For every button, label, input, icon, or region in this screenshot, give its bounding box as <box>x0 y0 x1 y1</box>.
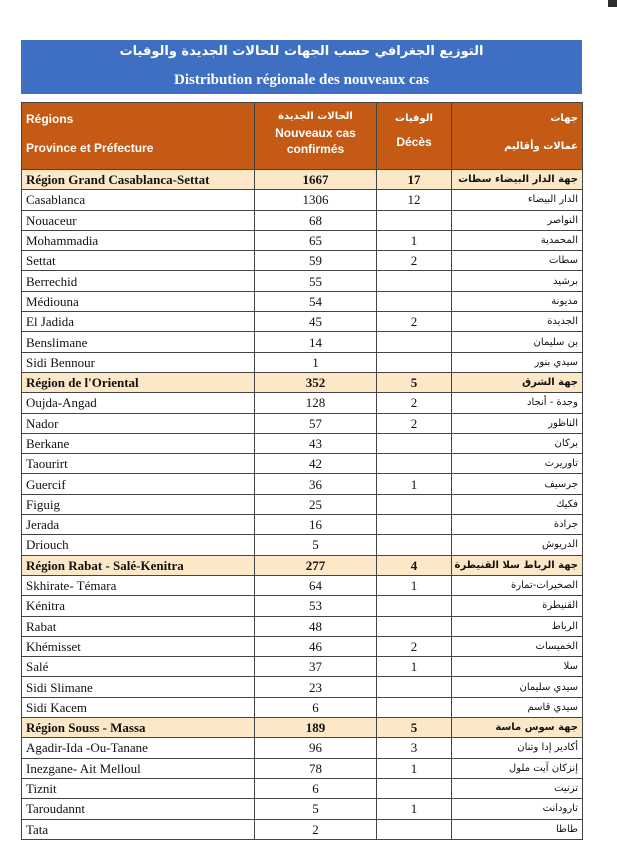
region-name-arabic: الدار البيضاء <box>452 190 583 210</box>
new-cases-value: 37 <box>255 657 377 677</box>
region-name-arabic: مديونة <box>452 291 583 311</box>
table-row <box>22 271 583 291</box>
new-cases-value: 96 <box>255 738 377 758</box>
table-row <box>22 799 583 819</box>
header-regions-label: Régions <box>26 112 74 126</box>
header-new-cases-line1: Nouveaux cas <box>275 126 356 140</box>
header-deaths-french: Décès <box>396 135 432 149</box>
region-name-french: Nador <box>22 413 255 433</box>
region-name-arabic: المحمدية <box>452 230 583 250</box>
deaths-value <box>377 210 452 230</box>
new-cases-value: 25 <box>255 494 377 514</box>
region-name-french: Guercif <box>22 474 255 494</box>
region-name-french: Médiouna <box>22 291 255 311</box>
region-name-french: Agadir-Ida -Ou-Tanane <box>22 738 255 758</box>
new-cases-value: 5 <box>255 535 377 555</box>
region-name-arabic: سيدي بنور <box>452 352 583 372</box>
table-header-row <box>22 103 583 170</box>
new-cases-value: 16 <box>255 515 377 535</box>
new-cases-value: 128 <box>255 393 377 413</box>
deaths-value <box>377 778 452 798</box>
regional-cases-table <box>21 102 583 840</box>
region-name-arabic: الناظور <box>452 413 583 433</box>
region-name-french: Benslimane <box>22 332 255 352</box>
region-name-arabic: فكيك <box>452 494 583 514</box>
region-name-french: Berrechid <box>22 271 255 291</box>
region-name-arabic: النواصر <box>452 210 583 230</box>
region-name-arabic: الجديدة <box>452 312 583 332</box>
region-name-french: Sidi Bennour <box>22 352 255 372</box>
table-row <box>22 515 583 535</box>
table-row <box>22 210 583 230</box>
table-row <box>22 575 583 595</box>
new-cases-value: 55 <box>255 271 377 291</box>
deaths-value: 4 <box>377 555 452 575</box>
region-name-french: Région Souss - Massa <box>22 718 255 738</box>
new-cases-value: 14 <box>255 332 377 352</box>
table-row <box>22 190 583 210</box>
new-cases-value: 42 <box>255 454 377 474</box>
table-row <box>22 738 583 758</box>
region-name-french: Skhirate- Témara <box>22 575 255 595</box>
deaths-value: 2 <box>377 393 452 413</box>
region-name-arabic: برشيد <box>452 271 583 291</box>
region-name-arabic: الصخيرات-تمارة <box>452 575 583 595</box>
region-name-arabic: إنزكان آيت ملول <box>452 758 583 778</box>
region-name-french: Tata <box>22 819 255 839</box>
region-row <box>22 718 583 738</box>
header-province-label: Province et Préfecture <box>26 141 154 155</box>
region-name-arabic: سلا <box>452 657 583 677</box>
new-cases-value: 6 <box>255 697 377 717</box>
region-name-arabic: تزنيت <box>452 778 583 798</box>
new-cases-value: 277 <box>255 555 377 575</box>
deaths-value <box>377 332 452 352</box>
deaths-value <box>377 271 452 291</box>
new-cases-value: 1 <box>255 352 377 372</box>
region-name-french: Rabat <box>22 616 255 636</box>
new-cases-value: 36 <box>255 474 377 494</box>
table-row <box>22 697 583 717</box>
table-row <box>22 474 583 494</box>
table-row <box>22 352 583 372</box>
deaths-value <box>377 596 452 616</box>
new-cases-value: 64 <box>255 575 377 595</box>
header-new-cases-arabic: الحالات الجديدة <box>278 111 353 122</box>
new-cases-value: 23 <box>255 677 377 697</box>
new-cases-value: 68 <box>255 210 377 230</box>
new-cases-value: 48 <box>255 616 377 636</box>
region-name-arabic: سيدي قاسم <box>452 697 583 717</box>
table-row <box>22 433 583 453</box>
title-arabic: التوزيع الجغرافي حسب الجهات للحالات الجديدة والوفيات <box>119 44 484 59</box>
table-row <box>22 413 583 433</box>
deaths-value: 1 <box>377 474 452 494</box>
deaths-value: 1 <box>377 799 452 819</box>
deaths-value: 1 <box>377 575 452 595</box>
region-name-arabic: أكادير إدا وتنان <box>452 738 583 758</box>
table-row <box>22 251 583 271</box>
deaths-value: 3 <box>377 738 452 758</box>
region-name-french: Kénitra <box>22 596 255 616</box>
region-name-french: Berkane <box>22 433 255 453</box>
header-arabic-regions-label: جهات <box>550 113 578 124</box>
region-name-french: El Jadida <box>22 312 255 332</box>
new-cases-value: 45 <box>255 312 377 332</box>
region-name-french: Région Grand Casablanca-Settat <box>22 170 255 190</box>
header-deaths <box>377 103 452 170</box>
table-row <box>22 230 583 250</box>
deaths-value <box>377 616 452 636</box>
region-name-arabic: القنيطرة <box>452 596 583 616</box>
region-name-french: Région Rabat - Salé-Kenitra <box>22 555 255 575</box>
deaths-value: 1 <box>377 230 452 250</box>
region-name-arabic: الرباط <box>452 616 583 636</box>
region-name-arabic: جرسيف <box>452 474 583 494</box>
table-row <box>22 596 583 616</box>
region-name-french: Nouaceur <box>22 210 255 230</box>
deaths-value: 5 <box>377 718 452 738</box>
region-name-french: Taroudannt <box>22 799 255 819</box>
new-cases-value: 59 <box>255 251 377 271</box>
table-body <box>22 170 583 840</box>
region-name-french: Région de l'Oriental <box>22 372 255 392</box>
title-banner <box>21 40 582 94</box>
region-name-french: Figuig <box>22 494 255 514</box>
header-new-cases <box>255 103 377 170</box>
table-row <box>22 332 583 352</box>
new-cases-value: 65 <box>255 230 377 250</box>
region-name-french: Inezgane- Ait Melloul <box>22 758 255 778</box>
page-corner-mark <box>608 0 617 7</box>
table-row <box>22 494 583 514</box>
deaths-value: 2 <box>377 312 452 332</box>
region-name-french: Oujda-Angad <box>22 393 255 413</box>
region-name-arabic: جهة الشرق <box>452 372 583 392</box>
table-row <box>22 657 583 677</box>
new-cases-value: 53 <box>255 596 377 616</box>
deaths-value <box>377 515 452 535</box>
region-name-french: Driouch <box>22 535 255 555</box>
deaths-value <box>377 677 452 697</box>
title-french: Distribution régionale des nouveaux cas <box>173 72 429 88</box>
region-name-french: Sidi Kacem <box>22 697 255 717</box>
region-name-arabic: بن سليمان <box>452 332 583 352</box>
deaths-value <box>377 494 452 514</box>
deaths-value <box>377 433 452 453</box>
deaths-value <box>377 291 452 311</box>
region-name-arabic: سطات <box>452 251 583 271</box>
new-cases-value: 54 <box>255 291 377 311</box>
new-cases-value: 189 <box>255 718 377 738</box>
new-cases-value: 1667 <box>255 170 377 190</box>
deaths-value <box>377 697 452 717</box>
new-cases-value: 1306 <box>255 190 377 210</box>
new-cases-value: 2 <box>255 819 377 839</box>
deaths-value <box>377 352 452 372</box>
region-name-french: Tiznit <box>22 778 255 798</box>
deaths-value: 2 <box>377 413 452 433</box>
table-row <box>22 819 583 839</box>
deaths-value: 1 <box>377 657 452 677</box>
region-name-arabic: جرادة <box>452 515 583 535</box>
header-deaths-arabic: الوفيات <box>395 113 433 124</box>
deaths-value: 5 <box>377 372 452 392</box>
table-row <box>22 758 583 778</box>
new-cases-value: 352 <box>255 372 377 392</box>
region-name-arabic: الدريوش <box>452 535 583 555</box>
new-cases-value: 43 <box>255 433 377 453</box>
deaths-value <box>377 454 452 474</box>
region-name-french: Mohammadia <box>22 230 255 250</box>
table-row <box>22 535 583 555</box>
new-cases-value: 57 <box>255 413 377 433</box>
region-name-arabic: طاطا <box>452 819 583 839</box>
region-name-french: Jerada <box>22 515 255 535</box>
region-name-french: Settat <box>22 251 255 271</box>
header-arabic-regions <box>452 103 583 170</box>
table-row <box>22 454 583 474</box>
region-name-arabic: جهة سوس ماسة <box>452 718 583 738</box>
region-row <box>22 372 583 392</box>
deaths-value <box>377 535 452 555</box>
new-cases-value: 78 <box>255 758 377 778</box>
new-cases-value: 46 <box>255 636 377 656</box>
deaths-value: 17 <box>377 170 452 190</box>
region-name-arabic: وجدة - أنجاد <box>452 393 583 413</box>
deaths-value: 2 <box>377 636 452 656</box>
header-new-cases-line2: confirmés <box>286 142 345 156</box>
table-row <box>22 636 583 656</box>
region-name-arabic: جهة الرباط سلا القنيطرة <box>452 555 583 575</box>
deaths-value: 1 <box>377 758 452 778</box>
header-regions <box>22 103 255 170</box>
new-cases-value: 6 <box>255 778 377 798</box>
table-row <box>22 677 583 697</box>
table-row <box>22 616 583 636</box>
table-row <box>22 291 583 311</box>
new-cases-value: 5 <box>255 799 377 819</box>
deaths-value: 12 <box>377 190 452 210</box>
table-row <box>22 312 583 332</box>
region-name-french: Khémisset <box>22 636 255 656</box>
deaths-value: 2 <box>377 251 452 271</box>
region-name-arabic: تاوريرت <box>452 454 583 474</box>
region-row <box>22 555 583 575</box>
region-name-french: Sidi Slimane <box>22 677 255 697</box>
region-name-arabic: الخميسات <box>452 636 583 656</box>
deaths-value <box>377 819 452 839</box>
region-name-arabic: سيدي سليمان <box>452 677 583 697</box>
header-arabic-provinces-label: عمالات وأقاليم <box>504 141 578 152</box>
table-row <box>22 778 583 798</box>
region-row <box>22 170 583 190</box>
region-name-arabic: جهة الدار البيضاء سطات <box>452 170 583 190</box>
region-name-french: Casablanca <box>22 190 255 210</box>
region-name-arabic: تارودانت <box>452 799 583 819</box>
region-name-arabic: بركان <box>452 433 583 453</box>
region-name-french: Salé <box>22 657 255 677</box>
table-row <box>22 393 583 413</box>
region-name-french: Taourirt <box>22 454 255 474</box>
